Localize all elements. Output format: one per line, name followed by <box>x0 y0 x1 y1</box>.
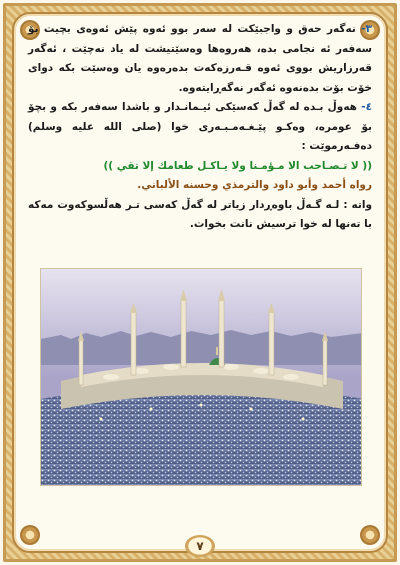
corner-ornament-icon <box>20 525 40 545</box>
mosque-photo <box>40 268 362 486</box>
corner-ornament-icon <box>360 525 380 545</box>
body-text <box>28 20 372 235</box>
page-number: ٧ <box>185 535 215 557</box>
paragraph-text: هەوڵ بـدە لە گەڵ کەسێکی ئیـمانـدار و باشدا سەفەر بکە و بچۆ بۆ عومرە، وەکـو پێـغـەمـبـەری خوا (صلی الله علیه وسلم) دەفـەرموێت : <box>28 101 372 152</box>
item-number: ٤- <box>361 101 372 113</box>
meaning-label: واتە : <box>343 198 372 211</box>
paragraph-4 <box>28 98 372 157</box>
hadith-quote: (( لا تـصـاحب الا مـؤمـنا ولا يـاكـل طعامك إلا تقي )) <box>103 159 372 172</box>
meaning-text: لـە گـەڵ باوەڕدار زیاتر لە گەڵ کەسی تـر هەڵسوکەوت مەکە با تەنها لە خوا ترسیش نانت بخوات. <box>28 198 372 230</box>
paragraph-3 <box>28 20 372 98</box>
item-number: ٣- <box>361 23 372 35</box>
hadith-source: رواه أحمد وأبو داود والترمذي وحسنه الألباني. <box>137 179 372 191</box>
meaning-paragraph <box>28 196 372 235</box>
paragraph-text: نەگەر حەق و واجبێکت لە سەر بوو ئەوە پێش ئەوەی بچیت بۆ سەفەر ئە نجامی بدە، هەروەها وەسێتیشت لە یاد نەچێت ، ئەگەر قەرزاریش بووی ئەوە قـەرزەکەت بدەرەوە یان وەسێت بکە دوای خۆت بۆت بدەنەوە ئەگەر نەگەڕایتەوە. <box>28 23 372 94</box>
